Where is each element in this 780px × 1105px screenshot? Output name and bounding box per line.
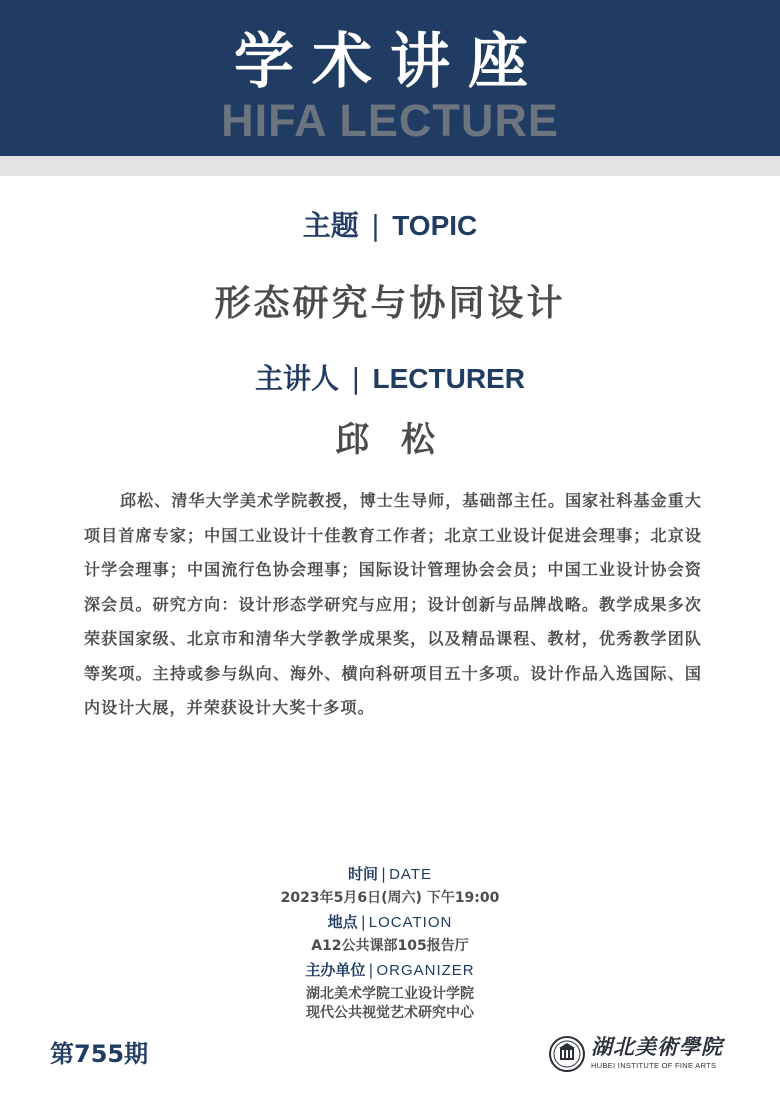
location-label (0, 912, 780, 933)
topic-title: 形态研究与协同设计 (214, 283, 566, 324)
header-title-en: HIFA LECTURE (221, 95, 559, 146)
school-name-cn: 湖北美術學院 (591, 1034, 723, 1059)
lecturer-bio: 邱松、清华大学美术学院教授，博士生导师，基础部主任。国家社科基金重大项目首席专家；中国工业设计十佳教育工作者；北京工业设计促进会理事；北京设计学会理事；中国流行色协会理事；国际设计管理协会会员；中国工业设计协会资深会员。研究方向：设计形态学研究与应用；设计创新与品牌战略。教学成果多次荣获国家级、北京市和清华大学教学成果奖，以及精品课程、教材，优秀教学团队等奖项。主持或参与纵向、海外、横向科研项目五十多项。设计作品入选国际、国内设计大展，并荣获设计大奖十多项。 (84, 491, 702, 717)
organizer-value-line2: 现代公共视觉艺术研究中心 (306, 1005, 474, 1021)
location-separator: | (360, 913, 366, 931)
lecturer-heading (0, 361, 780, 397)
organizer-value-line1: 湖北美术学院工业设计学院 (306, 986, 474, 1002)
lecturer-label-cn: 主讲人 (255, 362, 340, 395)
topic-heading (0, 208, 780, 244)
organizer-label-en: ORGANIZER (376, 962, 475, 979)
issue-number: 第755期 (50, 1040, 149, 1068)
organizer-label-cn: 主办单位 (305, 961, 366, 979)
school-emblem-icon (549, 1036, 585, 1072)
organizer-separator: | (368, 961, 374, 979)
header-title-cn: 学术讲座 (234, 27, 546, 97)
header-divider (0, 156, 780, 176)
date-label (0, 864, 780, 885)
topic-label-en: TOPIC (392, 210, 478, 241)
header-banner (0, 0, 780, 156)
location-label-cn: 地点 (327, 913, 358, 931)
lecturer-label-en: LECTURER (372, 363, 525, 394)
organizer-label (0, 960, 780, 981)
location-value: A12公共课部105报告厅 (311, 938, 469, 954)
lecturer-separator: | (351, 362, 361, 395)
school-name-en: HUBEI INSTITUTE OF FINE ARTS (591, 1061, 717, 1070)
date-label-cn: 时间 (348, 865, 379, 883)
date-value: 2023年5月6日(周六) 下午19:00 (280, 890, 500, 906)
location-label-en: LOCATION (368, 914, 453, 931)
topic-separator: | (370, 209, 381, 242)
topic-label-cn: 主题 (302, 209, 359, 242)
date-label-en: DATE (389, 866, 432, 883)
date-separator: | (381, 865, 387, 883)
lecturer-name: 邱 松 (335, 420, 445, 460)
school-logo (549, 1034, 739, 1074)
